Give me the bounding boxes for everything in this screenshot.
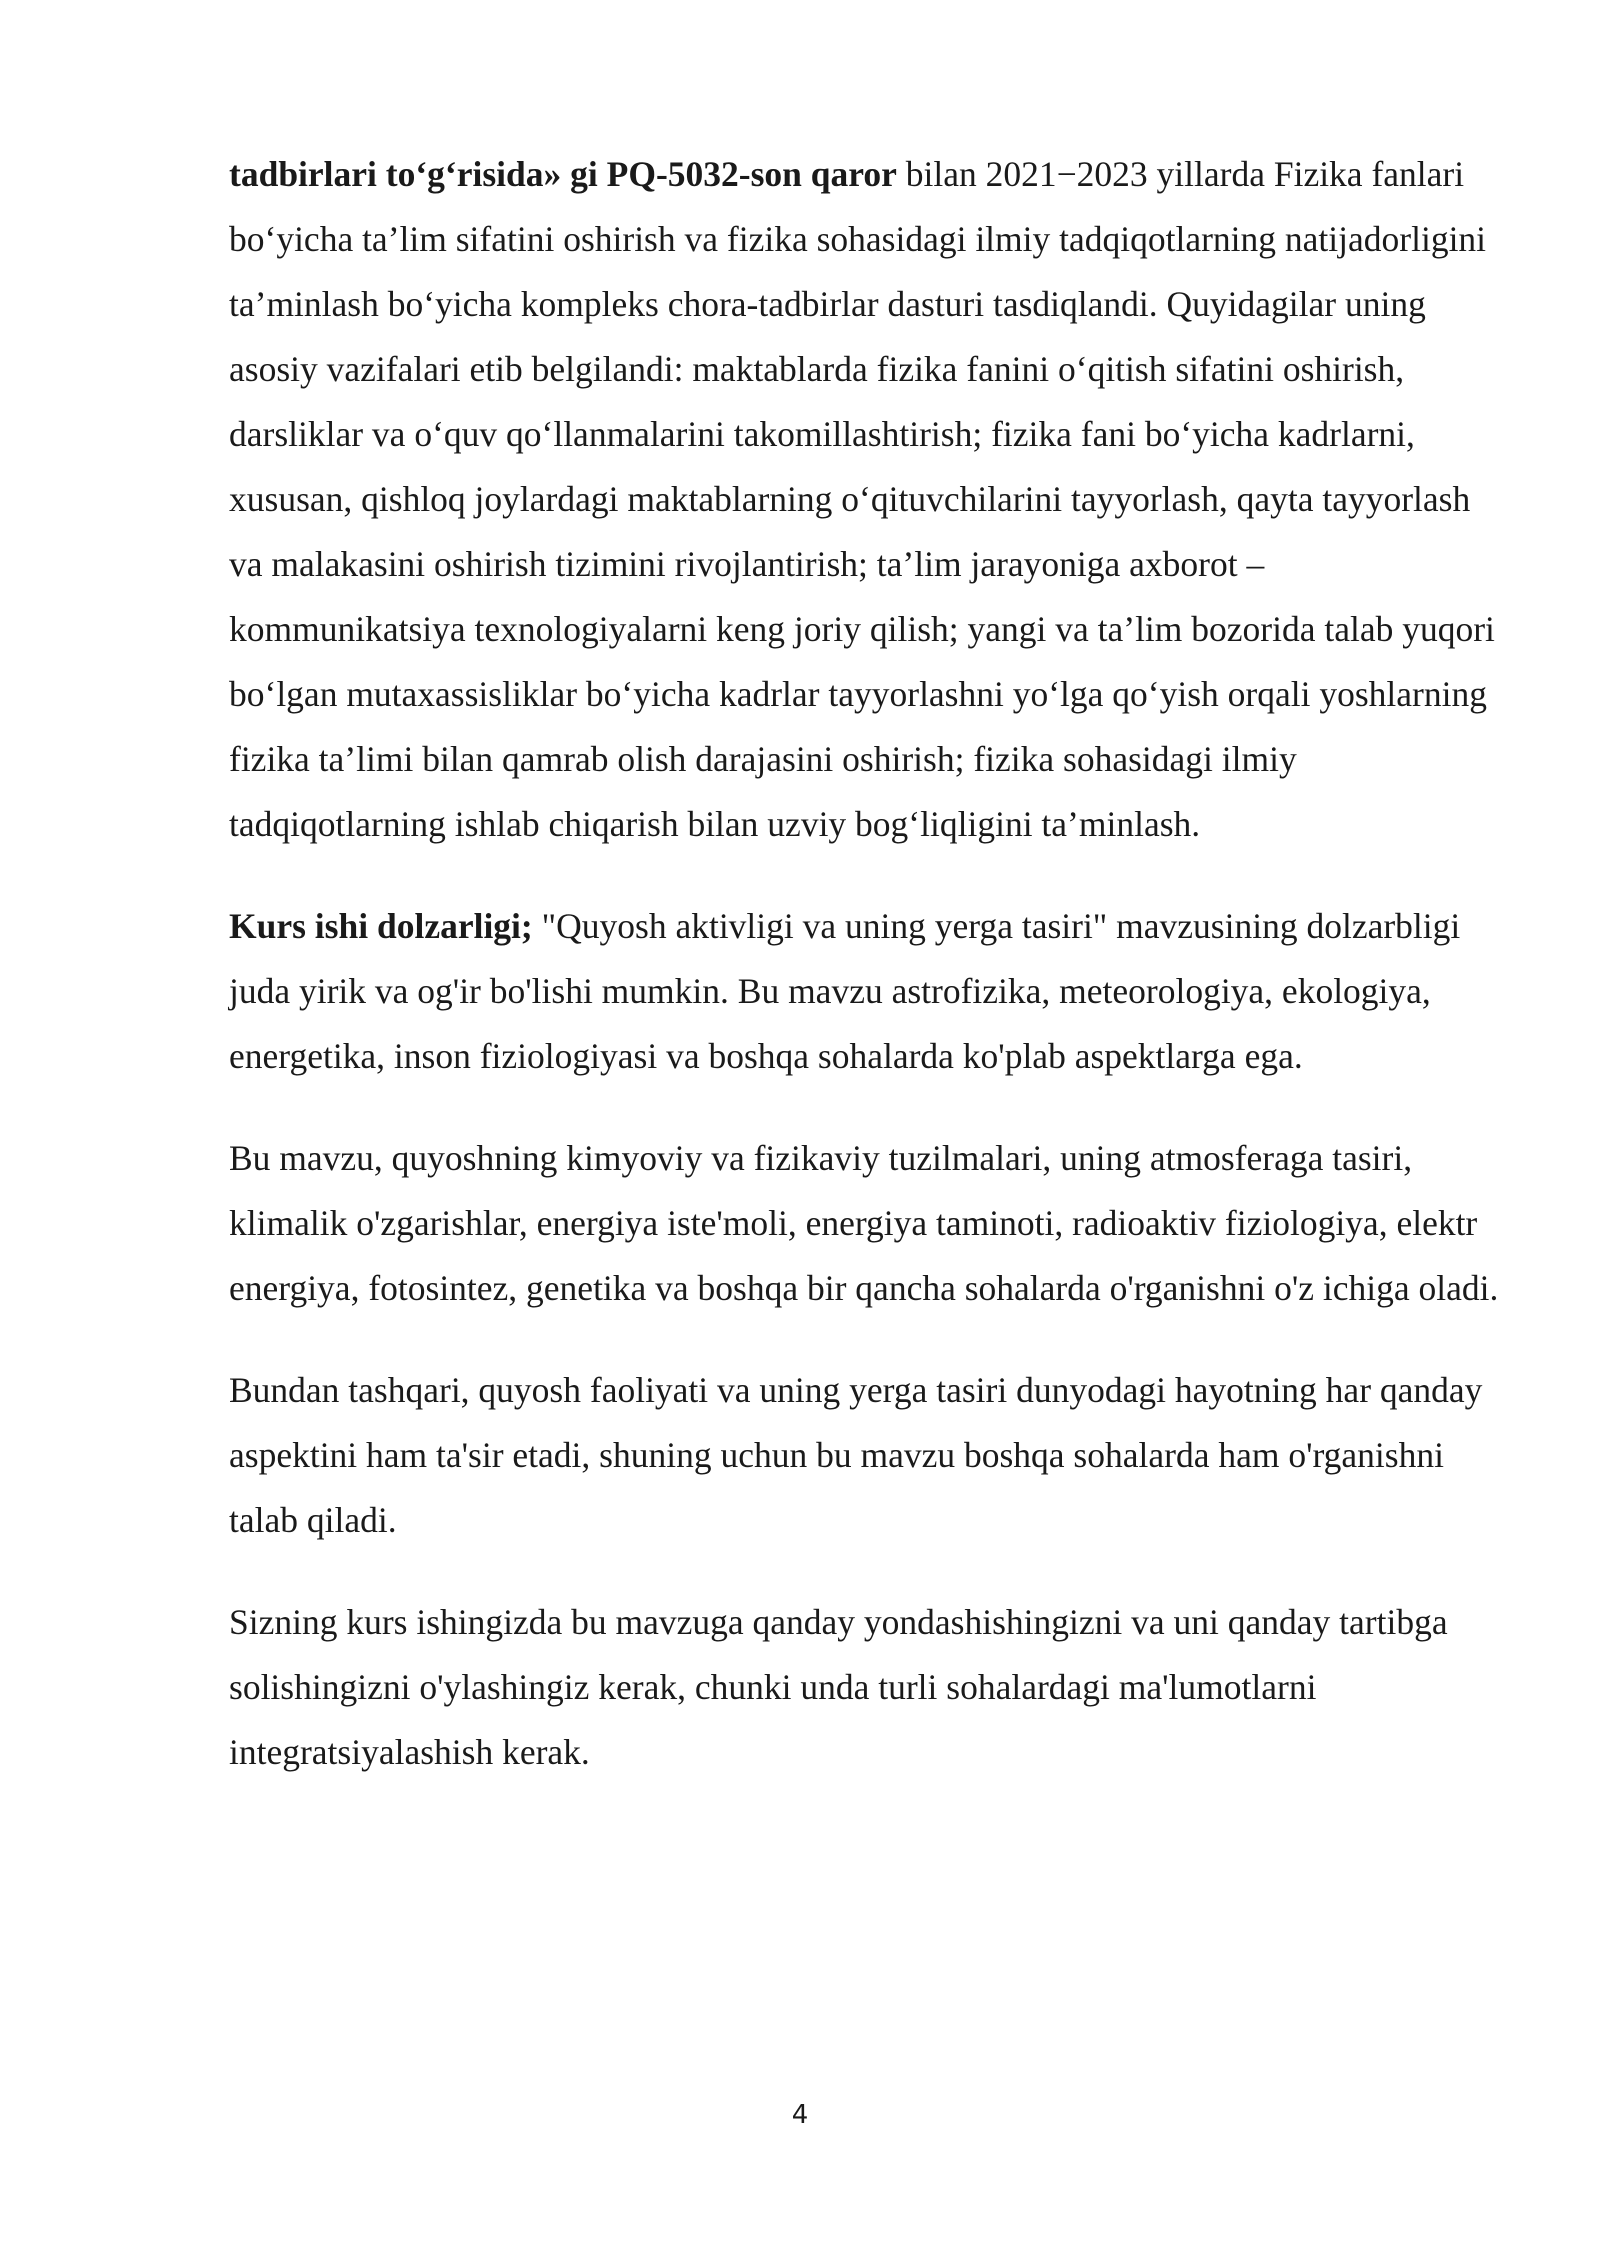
paragraph-text: bilan 2021−2023 yillarda Fizika fanlari bo‘yicha ta’lim sifatini oshirish va fizika sohasidagi ilmiy tadqiqotlarning natijadorligini ta’minlash bo‘yicha kompleks chora-tadbirlar dasturi tasdiqlandi. Quyidagilar uning asosiy vazifalari etib belgilandi: maktablarda fizika fanini o‘qitish sifatini oshirish, darsliklar va o‘quv qo‘llanmalarini takomillashtirish; fizika fani bo‘yicha kadrlarni, xususan, qishloq joylardagi maktablarning o‘qituvchilarini tayyorlash, qayta tayyorlash va malakasini oshirish tizimini rivojlantirish; ta’lim jarayoniga axborot – kommunikatsiya texnologiyalarni keng joriy qilish; yangi va ta’lim bozorida talab yuqori bo‘lgan mutaxassisliklar bo‘yicha kadrlar tayyorlashni yo‘lga qo‘yish orqali yoshlarning fizika ta’limi bilan qamrab olish darajasini oshirish; fizika sohasidagi ilmiy tadqiqotlarning ishlab chiqarish bilan uzviy bog‘liqligini ta’minlash. xyxy=(229,154,1495,844)
paragraph-topic-scope xyxy=(229,1126,1504,1321)
page-number: 4 xyxy=(791,2100,809,2130)
paragraph-decree-tasks xyxy=(229,142,1504,857)
paragraph-solar-influence xyxy=(229,1358,1504,1553)
paragraph-text: Bundan tashqari, quyosh faoliyati va uning yerga tasiri dunyodagi hayotning har qanday aspektini ham ta'sir etadi, shuning uchun bu mavzu boshqa sohalarda ham o'rganishni talab qiladi. xyxy=(229,1370,1483,1540)
paragraph-relevance xyxy=(229,894,1504,1089)
paragraph-text: "Quyosh aktivligi va uning yerga tasiri" mavzusining dolzarbligi juda yirik va og'ir bo'lishi mumkin. Bu mavzu astrofizika, meteorologiya, ekologiya, energetika, inson fiziologiyasi va boshqa sohalarda ko'plab aspektlarga ega. xyxy=(229,906,1461,1076)
paragraph-bold-lead: Kurs ishi dolzarligi; xyxy=(229,906,533,946)
page-body xyxy=(229,142,1504,1822)
paragraph-text: Bu mavzu, quyoshning kimyoviy va fizikaviy tuzilmalari, uning atmosferaga tasiri, klimalik o'zgarishlar, energiya iste'moli, energiya taminoti, radioaktiv fiziologiya, elektr energiya, fotosintez, genetika va boshqa bir qancha sohalarda o'rganishni o'z ichiga oladi. xyxy=(229,1138,1499,1308)
paragraph-course-approach xyxy=(229,1590,1504,1785)
paragraph-text: Sizning kurs ishingizda bu mavzuga qanday yondashishingizni va uni qanday tartibga solishingizni o'ylashingiz kerak, chunki unda turli sohalardagi ma'lumotlarni integratsiyalashish kerak. xyxy=(229,1602,1448,1772)
paragraph-bold-lead: tadbirlari to‘g‘risida» gi PQ-5032-son qaror xyxy=(229,154,897,194)
